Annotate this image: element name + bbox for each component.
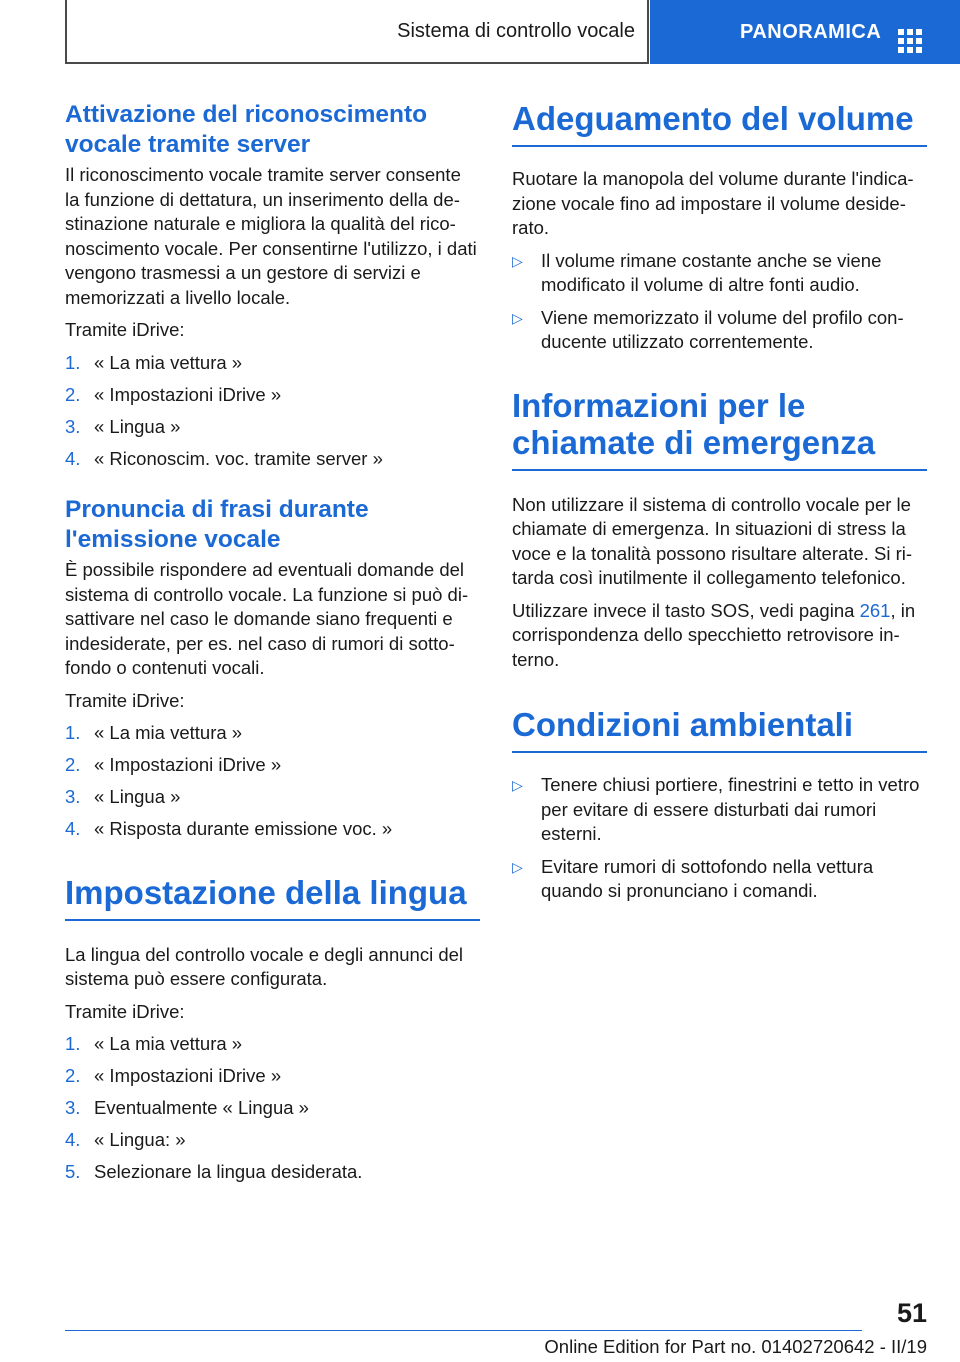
step-text: « Risposta durante emissione voc. » <box>94 818 393 839</box>
step-number: 4. <box>65 818 81 839</box>
paragraph: Il riconoscimento vocale tramite server consente la funzione di dettatura, un inserimento della destinazione naturale e migliora la qualità del riconoscimento vocale. Per consentirne l'utilizzo, i dati vengono trasmessi a un gestore di servizi e memorizzati a livello locale. <box>65 164 477 308</box>
step-text: « La mia vettura » <box>94 1033 243 1054</box>
header-section-box <box>65 0 649 64</box>
step-list <box>65 721 480 842</box>
step-number: 2. <box>65 1065 81 1086</box>
step-number: 1. <box>65 1033 81 1054</box>
bullet-text: Evitare rumori di sottofondo nella vettura quando si pronunciano i comandi. <box>541 855 874 901</box>
step-text: Selezionare la lingua desiderata. <box>94 1161 363 1182</box>
step-text: « Impostazioni iDrive » <box>94 754 282 775</box>
paragraph: Tramite iDrive: <box>65 319 185 340</box>
paragraph-text: Utilizzare invece il tasto SOS, vedi pagina <box>512 599 860 621</box>
page-number: 51 <box>896 1298 927 1328</box>
list-item <box>65 753 480 778</box>
step-number: 4. <box>65 1129 81 1150</box>
right-column <box>512 100 927 912</box>
bullet-list <box>512 773 927 904</box>
list-item <box>65 415 480 440</box>
step-number: 3. <box>65 415 81 437</box>
paragraph: Non utilizzare il sistema di controllo vocale per le chiamate di emergenza. In situazioni di stress la voce e la tonalità possono risultare alterate. Si ritarda così inutilmente il collegamento telefonico. <box>512 493 913 588</box>
step-text: « Lingua » <box>94 415 181 437</box>
footer-edition: Online Edition for Part no. 01402720642 - II/19 <box>544 1336 927 1357</box>
step-number: 2. <box>65 754 81 775</box>
list-item <box>512 855 927 904</box>
paragraph: Ruotare la manopola del volume durante l'indicazione vocale fino ad impostare il volume desiderato. <box>512 168 914 238</box>
list-item <box>65 1096 480 1121</box>
step-number: 1. <box>65 722 81 743</box>
list-item <box>512 306 927 355</box>
section-title-volume: Adeguamento del volume <box>512 100 927 147</box>
step-number: 4. <box>65 447 81 469</box>
paragraph-text: , in corrispondenza dello specchietto retrovisore interno. <box>512 599 916 670</box>
triangle-bullet-icon: ▷ <box>512 777 523 793</box>
list-item <box>65 1064 480 1089</box>
step-number: 5. <box>65 1161 81 1182</box>
paragraph: La lingua del controllo vocale e degli annunci del sistema può essere configurata. <box>65 943 464 989</box>
step-number: 1. <box>65 351 81 373</box>
section-title-emergency-calls: Informazioni per le chiamate di emergenza <box>512 387 927 471</box>
list-item <box>65 351 480 376</box>
section-title-environment: Condizioni ambientali <box>512 706 927 753</box>
step-text: « Impostazioni iDrive » <box>94 1065 282 1086</box>
step-number: 3. <box>65 786 81 807</box>
grid-icon <box>898 29 922 53</box>
left-column <box>65 100 480 1193</box>
bullet-text: Viene memorizzato il volume del profilo conducente utilizzato correntemente. <box>541 306 904 352</box>
triangle-bullet-icon: ▷ <box>512 858 523 875</box>
bullet-text: Il volume rimane costante anche se viene modificato il volume di altre fonti audio. <box>541 249 882 295</box>
paragraph: Tramite iDrive: <box>65 1000 185 1022</box>
paragraph <box>512 599 927 673</box>
section-title-server-recognition: Attivazione del riconoscimento vocale tramite server <box>65 101 428 158</box>
step-list <box>65 1032 480 1185</box>
list-item <box>65 447 480 472</box>
paragraph: Tramite iDrive: <box>65 689 185 711</box>
list-item <box>512 773 927 847</box>
list-item <box>512 249 927 298</box>
step-text: « Riconoscim. voc. tramite server » <box>94 447 383 469</box>
step-number: 3. <box>65 1097 81 1118</box>
step-text: Eventualmente « Lingua » <box>94 1097 309 1118</box>
header-tab-label: PANORAMICA <box>740 20 882 43</box>
step-list <box>65 351 480 472</box>
header-tab-panoramica[interactable] <box>650 0 960 64</box>
list-item <box>65 721 480 746</box>
list-item <box>65 1160 480 1185</box>
list-item <box>65 1032 480 1057</box>
step-text: « Lingua » <box>94 786 181 807</box>
triangle-bullet-icon: ▷ <box>512 309 523 326</box>
paragraph: È possibile rispondere ad eventuali domande del sistema di controllo vocale. La funzione si può disattivare nel caso le domande siano frequenti e indesiderate, per es. nel caso di rumori di sottofondo o contenuti vocali. <box>65 559 469 678</box>
step-text: « La mia vettura » <box>94 351 243 373</box>
footer-divider <box>65 1330 862 1331</box>
step-text: « La mia vettura » <box>94 722 243 743</box>
step-text: « Impostazioni iDrive » <box>94 383 282 405</box>
list-item <box>65 1128 480 1153</box>
step-text: « Lingua: » <box>94 1129 186 1150</box>
page-reference-link[interactable]: 261 <box>859 599 891 621</box>
bullet-list <box>512 249 927 355</box>
list-item <box>65 785 480 810</box>
list-item <box>65 383 480 408</box>
bullet-text: Tenere chiusi portiere, finestrini e tetto in vetro per evitare di essere disturbati dai rumori esterni. <box>541 774 920 844</box>
section-title-language: Impostazione della lingua <box>65 874 480 921</box>
list-item <box>65 817 480 842</box>
step-number: 2. <box>65 383 81 405</box>
triangle-bullet-icon: ▷ <box>512 252 523 269</box>
section-title-voice-output: Pronuncia di frasi durante l'emissione vocale <box>65 496 369 553</box>
header-section-title: Sistema di controllo vocale <box>397 19 635 42</box>
